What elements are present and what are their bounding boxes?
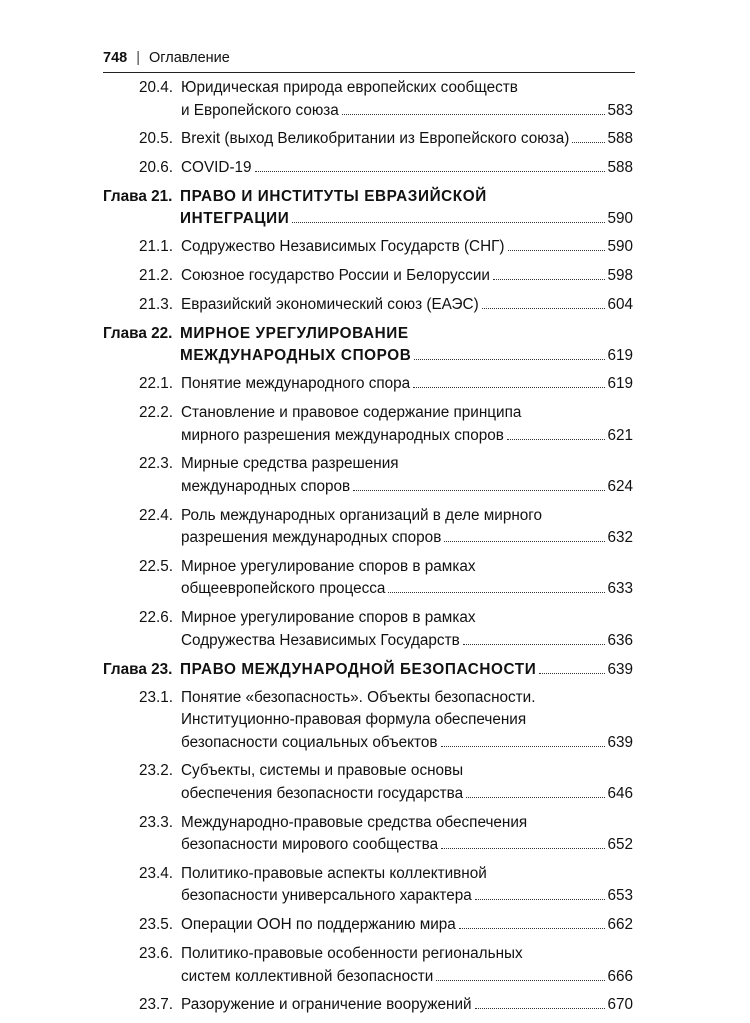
toc-title-line: ПРАВО МЕЖДУНАРОДНОЙ БЕЗОПАСНОСТИ [180,660,537,678]
toc-entry-number: 23.6. [138,945,173,963]
toc-title-last-line [181,265,633,288]
toc-entry-title [173,505,633,550]
toc-section-entry [103,863,633,908]
dot-leader [493,279,606,280]
toc-title-line: Содружества Независимых Государств [181,631,460,649]
toc-page-number: 666 [607,967,633,985]
toc-title-line: мирного разрешения международных споров [181,426,504,444]
toc-entry-number: 22.6. [138,609,173,627]
dot-leader [539,673,605,674]
toc-title-last-line [180,659,633,682]
toc-entry-number: 23.3. [138,813,173,831]
toc-page-number: 588 [607,130,633,148]
toc-title-line: МЕЖДУНАРОДНЫХ СПОРОВ [180,347,412,365]
toc-title-line: ПРАВО И ИНСТИТУТЫ ЕВРАЗИЙСКОЙ [180,187,487,205]
toc-section-entry [103,760,633,805]
page-header [103,44,635,73]
toc-title-line: ИНТЕГРАЦИИ [180,210,290,228]
toc-title-line: обеспечения безопасности государства [181,784,464,802]
toc-chapter-entry [103,659,633,682]
toc-section-entry [103,265,633,288]
toc-title-last-line [181,732,633,755]
toc-title-line: Союзное государство России и Белоруссии [181,267,490,285]
toc-entry-title [173,994,633,1017]
toc-entry-number: 22.4. [138,506,173,524]
dot-leader [482,308,606,309]
running-title: Оглавление [148,50,230,66]
toc-entry-number: 23.7. [138,996,173,1014]
toc-entry-number: 23.2. [138,762,173,780]
toc-title-line: Мирные средства разрешения [181,455,399,473]
toc-section-entry [103,505,633,550]
toc-entry-title [173,607,633,652]
toc-entry-title [173,453,633,498]
toc-entry-title [173,556,633,601]
toc-section-entry [103,373,633,396]
toc-entry-number: 23.5. [138,916,173,934]
toc-page-number: 624 [607,477,633,495]
toc-section-entry [103,994,633,1017]
toc-title-last-line [181,834,633,857]
toc-title-line: Разоружение и ограничение вооружений [181,996,472,1014]
toc-title-line: Политико-правовые аспекты коллективной [181,864,487,882]
toc-section-entry [103,157,633,180]
toc-entry-title [173,659,633,682]
toc-page-number: 590 [607,210,633,228]
toc-title-line: Содружество Независимых Государств (СНГ) [181,238,505,256]
toc-title-line: Становление и правовое содержание принципа [181,404,522,422]
dot-leader [414,359,605,360]
toc-section-entry [103,453,633,498]
dot-leader [463,644,606,645]
toc-title-last-line [181,966,633,989]
toc-entry-number: 20.4. [138,79,173,96]
toc-entry-number: 22.1. [138,375,173,393]
toc-title-line: COVID-19 [181,159,252,177]
dot-leader [342,114,606,115]
toc-entry-title [173,323,633,368]
toc-page-number: 639 [607,660,633,678]
toc-title-last-line [180,208,633,231]
toc-page-number: 652 [607,836,633,854]
toc-entry-number: 21.2. [138,267,173,285]
toc-title-last-line [181,128,633,151]
toc-section-entry [103,943,633,988]
toc-entry-number: Глава 21. [103,187,173,205]
toc-title-last-line [181,914,633,937]
toc-entry-title [173,236,633,259]
toc-title-line: безопасности мирового сообщества [181,836,439,854]
dot-leader [466,797,605,798]
toc-chapter-entry [103,323,633,368]
toc-section-entry [103,914,633,937]
toc-title-last-line [181,100,633,123]
dot-leader [444,541,605,542]
toc-title-last-line [181,157,633,180]
toc-page-number: 590 [607,238,633,256]
toc-entry-title [173,812,633,857]
dot-leader [388,592,605,593]
toc-title-line: международных споров [181,477,351,495]
toc-title-line: Политико-правовые особенности региональных [181,945,523,963]
toc-page-number: 598 [607,267,633,285]
toc-title-last-line [181,425,633,448]
toc-page-number: 621 [607,426,633,444]
toc-entry-title [173,687,633,755]
toc-page-number: 633 [607,580,633,598]
toc-entry-number: Глава 22. [103,324,173,342]
dot-leader [292,222,605,223]
table-of-contents [103,77,633,1023]
toc-entry-number: 22.5. [138,557,173,575]
toc-title-line: Роль международных организаций в деле мирного [181,506,543,524]
toc-page-number: 619 [607,347,633,365]
toc-title-last-line [180,345,633,368]
toc-page-number: 636 [607,631,633,649]
toc-chapter-entry [103,186,633,231]
toc-entry-number: 23.1. [138,688,173,706]
toc-title-line: Международно-правовые средства обеспечения [181,813,528,831]
toc-title-last-line [181,630,633,653]
toc-section-entry [103,77,633,122]
toc-title-line: и Европейского союза [181,101,339,119]
toc-title-last-line [181,236,633,259]
dot-leader [475,899,606,900]
toc-entry-title [173,373,633,396]
toc-page-number: 639 [607,733,633,751]
toc-entry-title [173,128,633,151]
toc-page-number: 670 [607,996,633,1014]
toc-entry-number: 23.4. [138,864,173,882]
toc-entry-number: Глава 23. [103,660,173,678]
toc-entry-title [173,914,633,937]
dot-leader [255,171,606,172]
toc-title-line: Мирное урегулирование споров в рамках [181,609,476,627]
page-number: 748 [103,50,128,66]
toc-title-last-line [181,294,633,317]
toc-entry-title [173,77,633,122]
toc-section-entry [103,236,633,259]
toc-page-number: 588 [607,159,633,177]
toc-section-entry [103,687,633,755]
toc-section-entry [103,607,633,652]
dot-leader [353,490,605,491]
toc-title-line: общеевропейского процесса [181,580,386,598]
toc-title-line: Юридическая природа европейских сообществ [181,79,518,96]
toc-title-line: Понятие международного спора [181,375,411,393]
toc-title-line: Мирное урегулирование споров в рамках [181,557,476,575]
toc-title-last-line [181,373,633,396]
toc-title-line: безопасности социальных объектов [181,733,438,751]
toc-entry-number: 21.1. [138,238,173,256]
toc-page-number: 653 [607,887,633,905]
dot-leader [507,439,606,440]
toc-title-line: безопасности универсального характера [181,887,472,905]
toc-entry-title [173,294,633,317]
dot-leader [441,848,605,849]
toc-title-line: Операции ООН по поддержанию мира [181,916,456,934]
toc-title-line: Институционно-правовая формула обеспечения [181,711,527,729]
toc-entry-number: 20.6. [138,159,173,177]
toc-page-number: 619 [607,375,633,393]
dot-leader [508,250,606,251]
toc-section-entry [103,294,633,317]
toc-entry-title [173,186,633,231]
toc-section-entry [103,128,633,151]
toc-title-line: Понятие «безопасность». Объекты безопасности. [181,688,536,706]
toc-title-line: Евразийский экономический союз (ЕАЭС) [181,295,479,313]
dot-leader [572,142,605,143]
toc-entry-title [173,863,633,908]
toc-entry-number: 20.5. [138,130,173,148]
toc-title-line: МИРНОЕ УРЕГУЛИРОВАНИЕ [180,324,409,342]
toc-title-line: систем коллективной безопасности [181,967,434,985]
toc-title-line: разрешения международных споров [181,529,442,547]
toc-section-entry [103,402,633,447]
toc-title-line: Субъекты, системы и правовые основы [181,762,464,780]
header-separator: | [136,50,140,66]
toc-page-number: 583 [607,101,633,119]
toc-title-last-line [181,527,633,550]
toc-title-last-line [181,994,633,1017]
toc-title-last-line [181,476,633,499]
toc-title-last-line [181,578,633,601]
toc-entry-number: 21.3. [138,295,173,313]
toc-page-number: 662 [607,916,633,934]
toc-entry-title [173,157,633,180]
toc-entry-title [173,760,633,805]
dot-leader [459,928,606,929]
toc-section-entry [103,556,633,601]
toc-title-last-line [181,885,633,908]
dot-leader [475,1008,606,1009]
dot-leader [436,980,605,981]
toc-page-number: 632 [607,529,633,547]
toc-entry-title [173,265,633,288]
toc-page-number: 646 [607,784,633,802]
toc-entry-title [173,943,633,988]
toc-title-last-line [181,783,633,806]
toc-entry-title [173,402,633,447]
dot-leader [441,746,606,747]
toc-title-line: Brexit (выход Великобритании из Европейского союза) [181,130,570,148]
dot-leader [413,387,605,388]
toc-page-number: 604 [607,295,633,313]
toc-entry-number: 22.3. [138,455,173,473]
toc-entry-number: 22.2. [138,404,173,422]
toc-section-entry [103,812,633,857]
